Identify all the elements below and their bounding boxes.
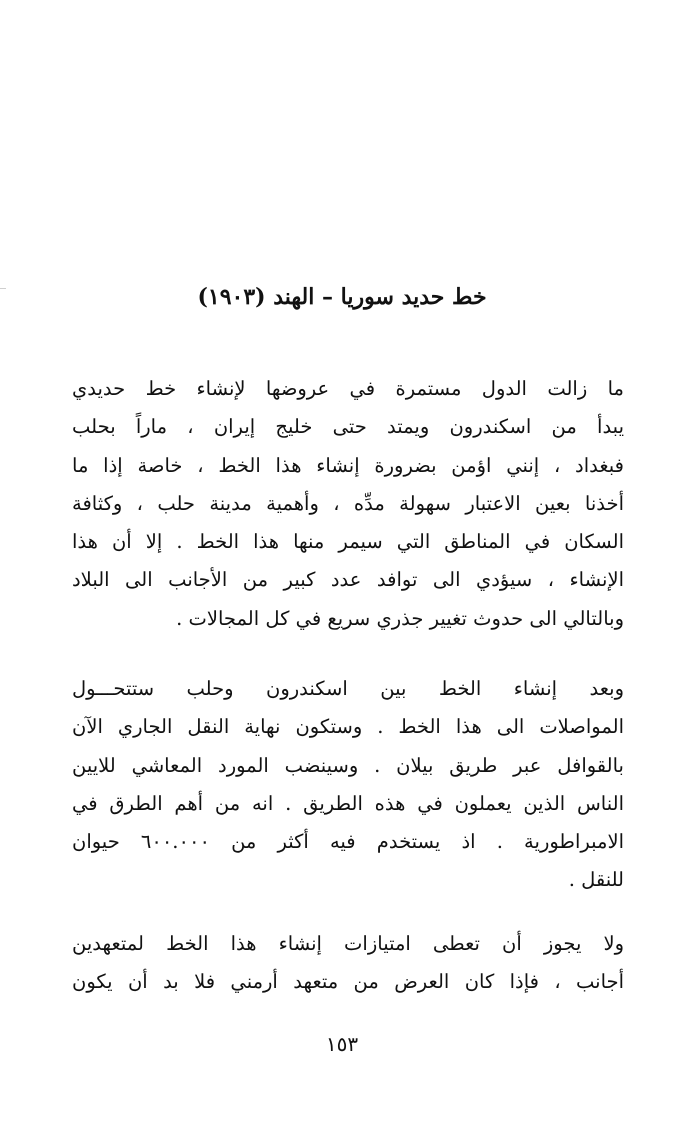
paragraph-1 [72, 370, 624, 638]
text-line: فبغداد ، إنني اؤمن بضرورة إنشاء هذا الخط ، خاصة إذا ما [72, 453, 624, 477]
text-line: للنقل . [568, 868, 624, 892]
paragraph-3 [72, 925, 624, 1002]
section-title: خط حديد سوريا – الهند (١٩٠٣) [197, 284, 487, 310]
paragraph-2 [72, 670, 624, 900]
text-line: يبدأ من اسكندرون ويمتد حتى خليج إيران ، ماراً بحلب [72, 415, 624, 439]
text-line: ما زالت الدول مستمرة في عروضها لإنشاء خط حديدي [72, 377, 624, 400]
text-line: المواصلات الى هذا الخط . وستكون نهاية النقل الجاري الآن [72, 715, 624, 739]
text-line: ولا يجوز أن تعطى امتيازات إنشاء هذا الخط لمتعهدين [72, 932, 624, 955]
text-line: الناس الذين يعملون في هذه الطريق . انه من أهم الطرق في [72, 791, 624, 815]
text-line: الإنشاء ، سيؤدي الى توافد عدد كبير من الأجانب الى البلاد [72, 568, 624, 592]
text-line: بالقوافل عبر طريق بيلان . وسينضب المورد المعاشي للايين [72, 753, 624, 777]
text-line: أجانب ، فإذا كان العرض من متعهد أرمني فلا بد أن يكون [72, 970, 624, 994]
text-line: الامبراطورية . اذ يستخدم فيه أكثر من ٦٠٠.٠٠٠ حيوان [72, 830, 624, 854]
scan-edge-mark [0, 288, 6, 289]
page-number: ١٥٣ [325, 1032, 359, 1056]
text-line: وبالتالي الى حدوث تغيير جذري سريع في كل المجالات . [176, 606, 624, 630]
text-line: السكان في المناطق التي سيمر منها هذا الخط . إلا أن هذا [72, 530, 624, 554]
text-line: أخذنا بعين الاعتبار سهولة مدِّه ، وأهمية مدينة حلب ، وكثافة [72, 491, 624, 515]
text-line: وبعد إنشاء الخط بين اسكندرون وحلب ستتحـــول [72, 677, 624, 700]
